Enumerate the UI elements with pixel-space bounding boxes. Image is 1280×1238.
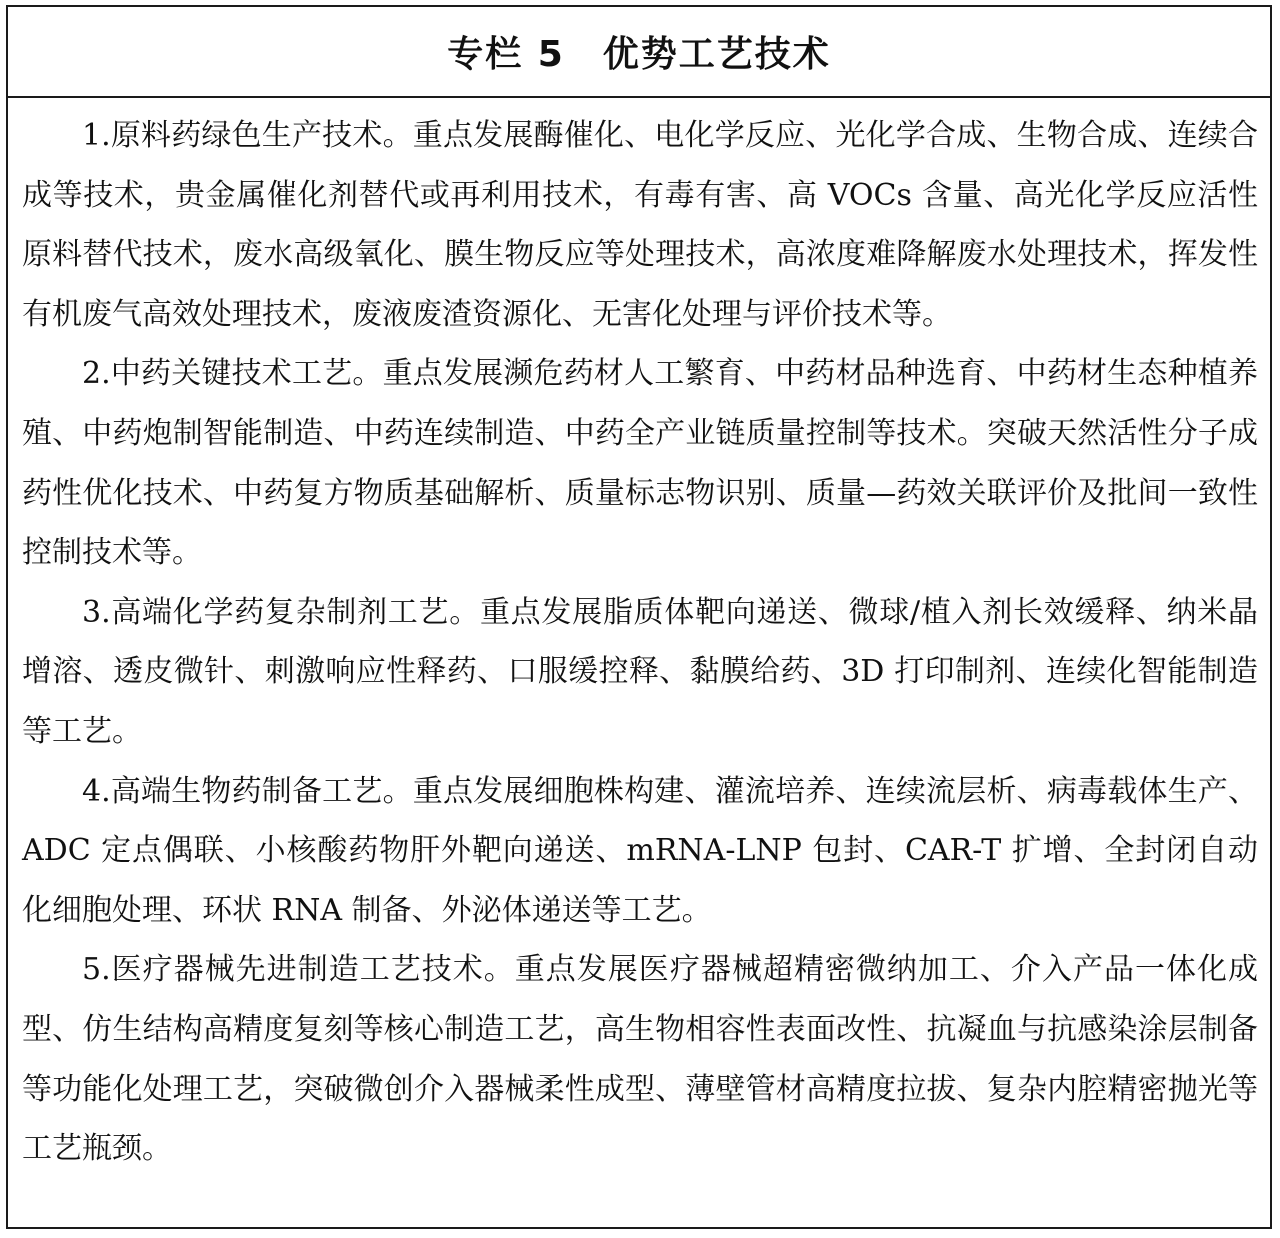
panel-title: 专栏 5 优势工艺技术 [447,34,831,75]
paragraph-tcm-key-technology: 2.中药关键技术工艺。重点发展濒危药材人工繁育、中药材品种选育、中药材生态种植养殖、中药炮制智能制造、中药连续制造、中药全产业链质量控制等技术。突破天然活性分子成药性优化技术、中药复方物质基础解析、质量标志物识别、质量—药效关联评价及批间一致性控制技术等。 [22,356,1258,571]
panel-body [8,98,1270,1179]
paragraph-biologics-preparation: 4.高端生物药制备工艺。重点发展细胞株构建、灌流培养、连续流层析、病毒载体生产、ADC 定点偶联、小核酸药物肝外靶向递送、mRNA-LNP 包封、CAR-T 扩增、全封闭自动化细胞处理、环状 RNA 制备、外泌体递送等工艺。 [22,773,1258,928]
panel-header [8,7,1270,98]
paragraph-complex-formulation: 3.高端化学药复杂制剂工艺。重点发展脂质体靶向递送、微球/植入剂长效缓释、纳米晶增溶、透皮微针、刺激响应性释药、口服缓控释、黏膜给药、3D 打印制剂、连续化智能制造等工艺。 [22,594,1258,749]
paragraph-medical-device-manufacturing: 5.医疗器械先进制造工艺技术。重点发展医疗器械超精密微纳加工、介入产品一体化成型、仿生结构高精度复刻等核心制造工艺，高生物相容性表面改性、抗凝血与抗感染涂层制备等功能化处理工艺，突破微创介入器械柔性成型、薄壁管材高精度拉拔、复杂内腔精密抛光等工艺瓶颈。 [22,952,1258,1167]
paragraph-api-green-production: 1.原料药绿色生产技术。重点发展酶催化、电化学反应、光化学合成、生物合成、连续合成等技术，贵金属催化剂替代或再利用技术，有毒有害、高 VOCs 含量、高光化学反应活性原料替代技术，废水高级氧化、膜生物反应等处理技术，高浓度难降解废水处理技术，挥发性有机废气高效处理技术，废液废渣资源化、无害化处理与评价技术等。 [22,118,1258,332]
special-column-panel [6,5,1272,1229]
